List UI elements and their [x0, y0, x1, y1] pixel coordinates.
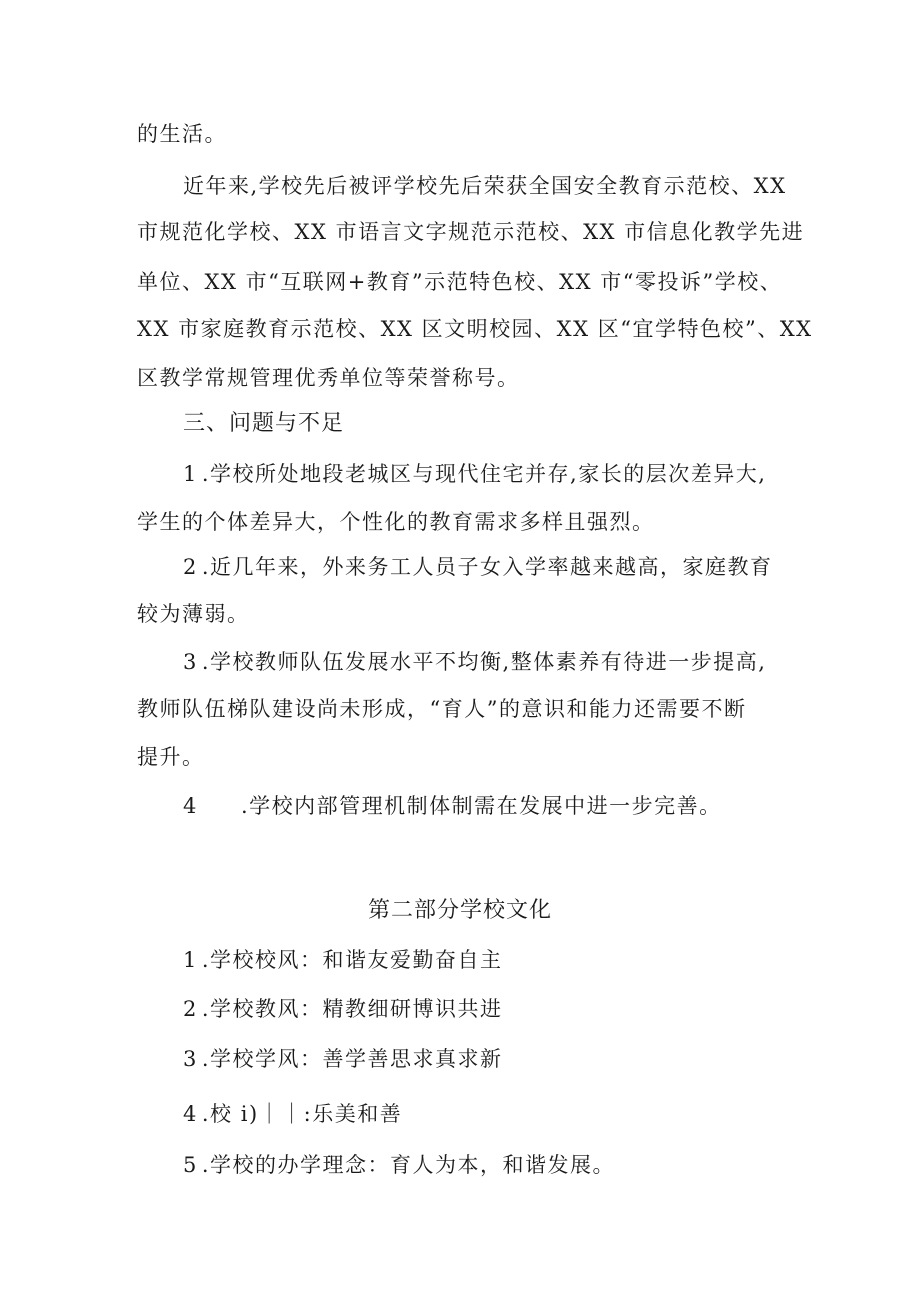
problem-item-2-text: .近几年来，外来务工人员子女入学率越来越高，家庭教育 — [201, 555, 773, 579]
culture-item-2-number: 2 — [183, 997, 198, 1021]
honors-line-1: 近年来,学校先后被评学校先后荣获全国安全教育示范校、XX — [183, 174, 787, 198]
intro-tail-text: 的生活。 — [137, 122, 227, 146]
part-two-title: 第二部分学校文化 — [367, 898, 552, 923]
culture-item-1 — [183, 946, 503, 974]
problem-item-2-line-1 — [183, 553, 773, 581]
culture-item-1-number: 1 — [183, 948, 198, 972]
problem-item-3-line-3: 提升。 — [137, 745, 205, 769]
honors-line-4: XX 市家庭教育示范校、XX 区文明校园、XX 区“宜学特色校”、XX — [137, 317, 813, 341]
honors-line-3: 单位、XX 市“互联网+教育”示范特色校、XX 市“零投诉”学校、 — [137, 270, 783, 294]
section-three-heading: 三、问题与不足 — [183, 411, 345, 436]
culture-item-3 — [183, 1045, 503, 1073]
culture-item-4-text: .校 i)｜｜:乐美和善 — [201, 1102, 403, 1126]
problem-item-3-line-2: 教师队伍梯队建设尚未形成，“育人”的意识和能力还需要不断 — [137, 697, 747, 721]
culture-item-1-text: .学校校风：和谐友爱勤奋自主 — [201, 948, 503, 972]
problem-item-4-text: .学校内部管理机制体制需在发展中进一步完善。 — [241, 794, 722, 818]
problem-item-2-number: 2 — [183, 555, 198, 579]
problem-item-1-number: 1 — [183, 462, 198, 486]
honors-line-2: 市规范化学校、XX 市语言文字规范示范校、XX 市信息化教学先进 — [137, 220, 805, 244]
problem-item-1-line-2: 学生的个体差异大，个性化的教育需求多样且强烈。 — [137, 510, 655, 534]
culture-item-5-number: 5 — [183, 1153, 198, 1177]
problem-item-3-number: 3 — [183, 650, 198, 674]
problem-item-4-line-1 — [183, 792, 722, 820]
problem-item-3-line-1 — [183, 648, 766, 676]
problem-item-1-text: .学校所处地段老城区与现代住宅并存,家长的层次差异大, — [201, 462, 767, 486]
culture-item-5-text: .学校的办学理念：育人为本，和谐发展。 — [201, 1153, 616, 1177]
honors-line-5: 区教学常规管理优秀单位等荣誉称号。 — [137, 366, 520, 390]
culture-item-5 — [183, 1151, 615, 1179]
problem-item-1-line-1 — [183, 460, 766, 488]
problem-item-4-number: 4 — [183, 794, 198, 818]
culture-item-3-text: .学校学风：善学善思求真求新 — [201, 1047, 503, 1071]
culture-item-4-number: 4 — [183, 1102, 198, 1126]
problem-item-3-text: .学校教师队伍发展水平不均衡,整体素养有待进一步提高, — [201, 650, 767, 674]
problem-item-2-line-2: 较为薄弱。 — [137, 602, 250, 626]
culture-item-4 — [183, 1100, 402, 1128]
culture-item-3-number: 3 — [183, 1047, 198, 1071]
culture-item-2 — [183, 995, 503, 1023]
culture-item-2-text: .学校教风：精教细研博识共进 — [201, 997, 503, 1021]
